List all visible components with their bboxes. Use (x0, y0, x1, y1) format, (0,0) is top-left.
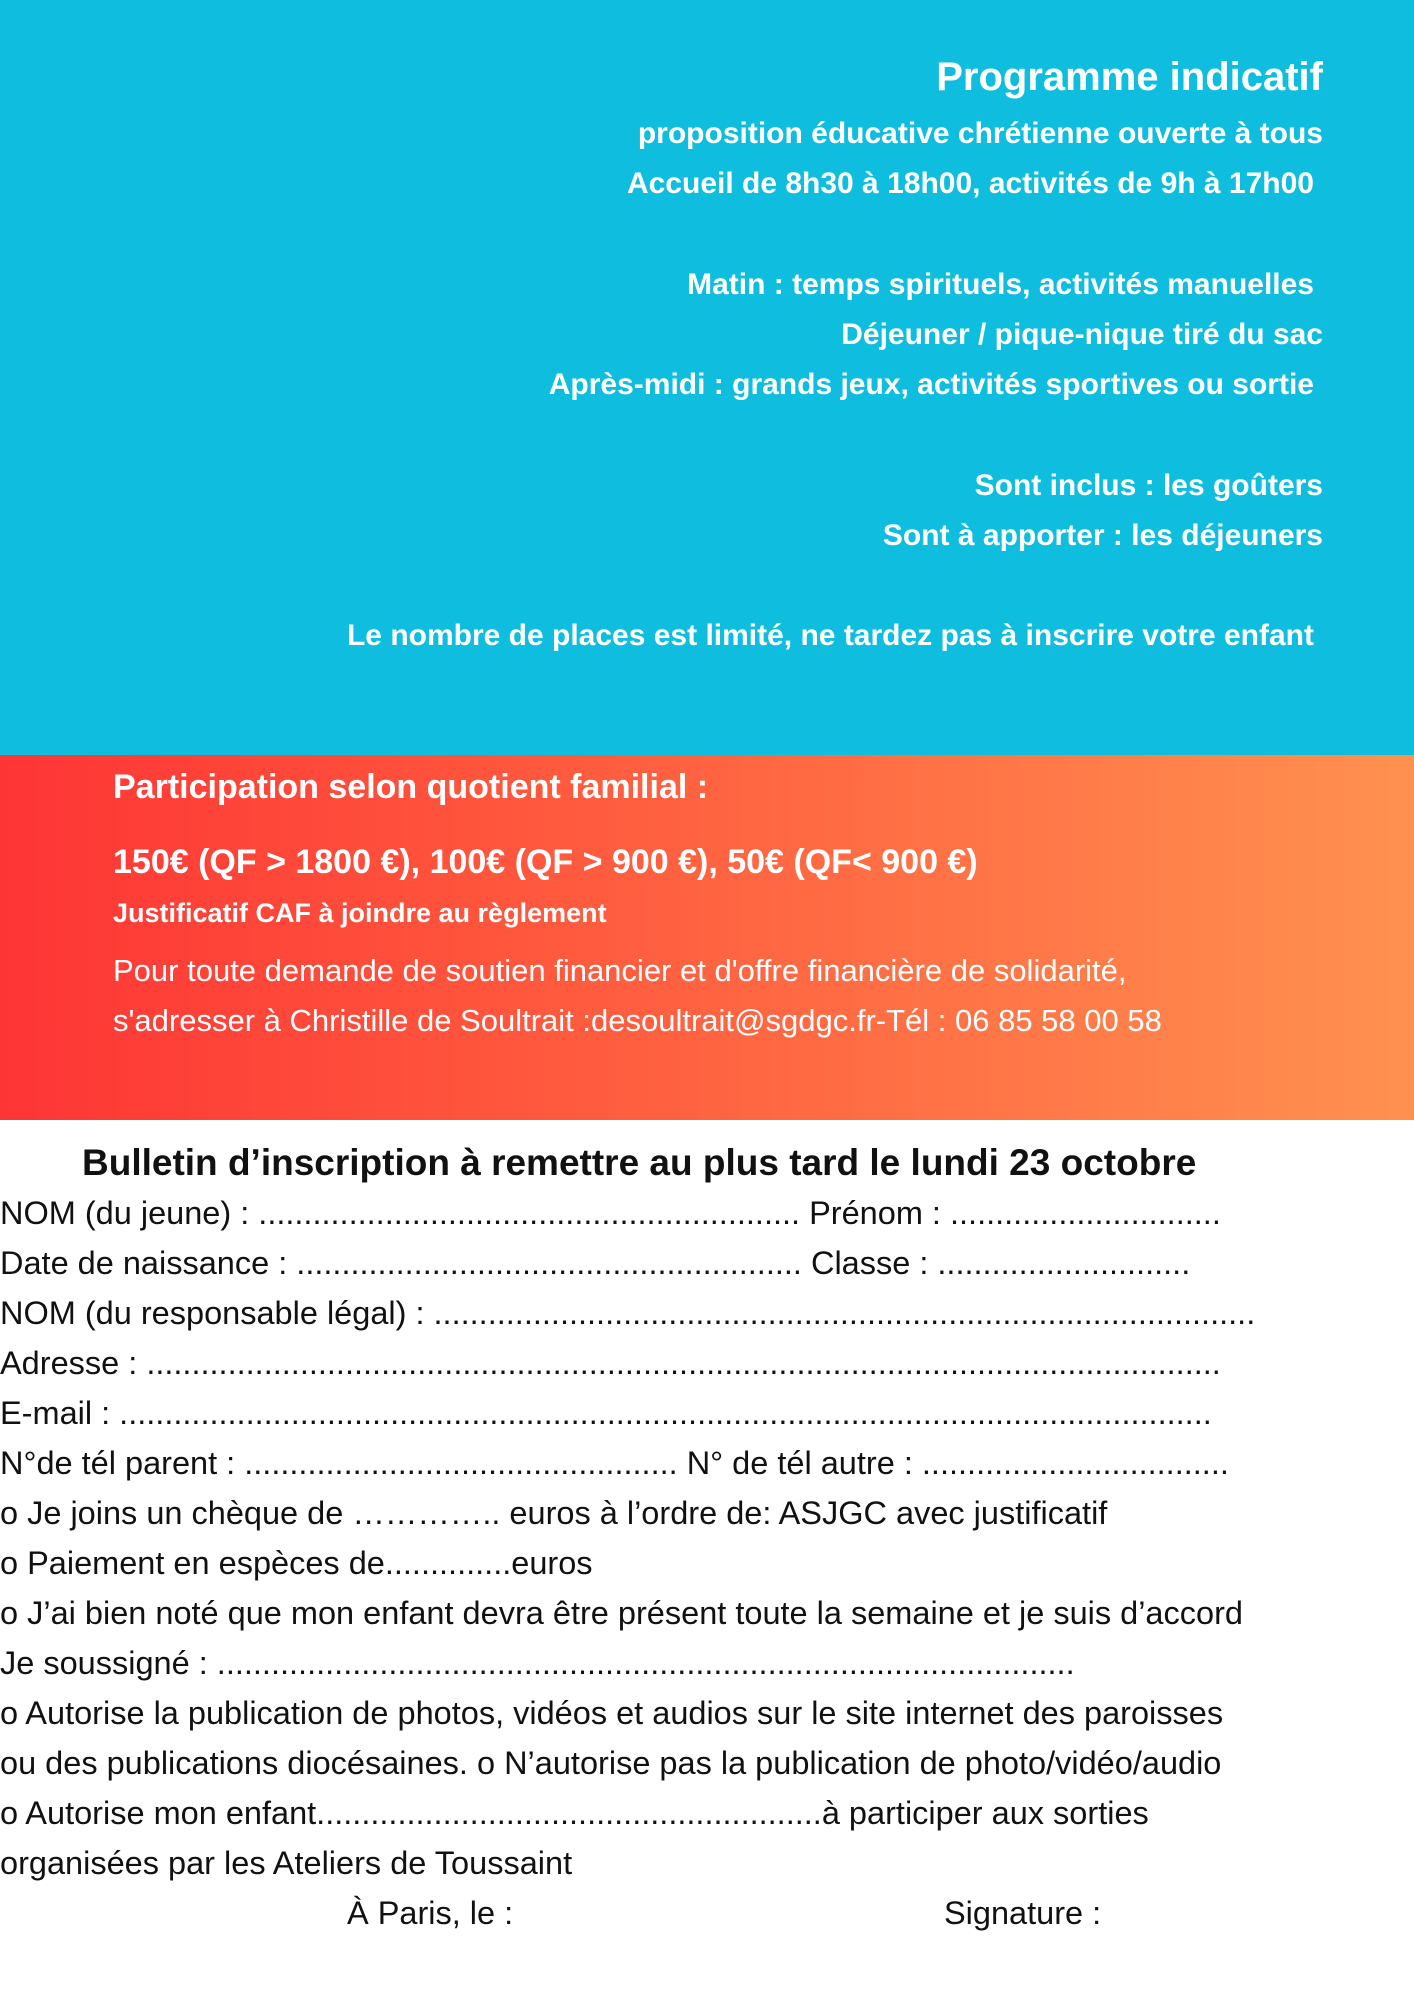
field-date-naissance[interactable]: Date de naissance : ........................................................ Classe : ............................ (0, 1245, 1191, 1281)
support-line-1: Pour toute demande de soutien financier et d'offre financière de solidarité, (113, 953, 1127, 988)
option-photos-line-2[interactable]: ou des publications diocésaines. o N’autorise pas la publication de photo/vidéo/audio (0, 1745, 1222, 1781)
field-telephone[interactable]: N°de tél parent : ................................................ N° de tél autre : .................................. (0, 1445, 1229, 1481)
program-hours: Accueil de 8h30 à 18h00, activités de 9h à 17h00 (626, 167, 1314, 200)
option-cheque[interactable]: o Je joins un chèque de ………….. euros à l’ordre de: ASJGC avec justificatif (0, 1495, 1108, 1531)
program-to-bring: Sont à apporter : les déjeuners (882, 519, 1323, 552)
program-limited: Le nombre de places est limité, ne tardez pas à inscrire votre enfant (346, 619, 1314, 652)
place-date-label: À Paris, le : (347, 1895, 514, 1931)
program-section (0, 0, 1414, 755)
participation-heading: Participation selon quotient familial : (113, 768, 709, 806)
program-title: Programme indicatif (936, 55, 1323, 99)
participation-section (0, 755, 1414, 1120)
option-photos-line-1[interactable]: o Autorise la publication de photos, vidéos et audios sur le site internet des paroisses (0, 1695, 1224, 1731)
field-soussigne[interactable]: Je soussigné : ............................................................................................... (0, 1645, 1075, 1681)
option-semaine[interactable]: o J’ai bien noté que mon enfant devra être présent toute la semaine et je suis d’accord (0, 1595, 1243, 1631)
program-morning: Matin : temps spirituels, activités manuelles (687, 268, 1314, 301)
field-responsable[interactable]: NOM (du responsable légal) : ........................................................................................... (0, 1295, 1256, 1331)
participation-proof: Justificatif CAF à joindre au règlement (113, 898, 607, 928)
option-especes[interactable]: o Paiement en espèces de..............euros (0, 1545, 593, 1581)
form-title: Bulletin d’inscription à remettre au plus tard le lundi 23 octobre (82, 1142, 1197, 1183)
option-sorties-line-1[interactable]: o Autorise mon enfant........................................................à participer aux sorties (0, 1795, 1149, 1831)
registration-form (0, 1120, 1414, 2000)
program-afternoon: Après-midi : grands jeux, activités sportives ou sortie (548, 368, 1314, 401)
field-adresse[interactable]: Adresse : ....................................................................................................................... (0, 1345, 1221, 1381)
signature-label: Signature : (944, 1895, 1102, 1931)
program-included: Sont inclus : les goûters (974, 469, 1323, 502)
field-nom-jeune[interactable]: NOM (du jeune) : ............................................................ Prénom : .............................. (0, 1195, 1221, 1231)
program-subtitle: proposition éducative chrétienne ouverte à tous (637, 117, 1323, 150)
support-line-2: s'adresser à Christille de Soultrait :desoultrait@sgdgc.fr-Tél : 06 85 58 00 58 (113, 1003, 1162, 1038)
program-lunch: Déjeuner / pique-nique tiré du sac (841, 318, 1323, 351)
field-email[interactable]: E-mail : ......................................................................................................................... (0, 1395, 1212, 1431)
option-sorties-line-2: organisées par les Ateliers de Toussaint (0, 1845, 573, 1881)
participation-prices: 150€ (QF > 1800 €), 100€ (QF > 900 €), 50€ (QF< 900 €) (113, 843, 978, 881)
